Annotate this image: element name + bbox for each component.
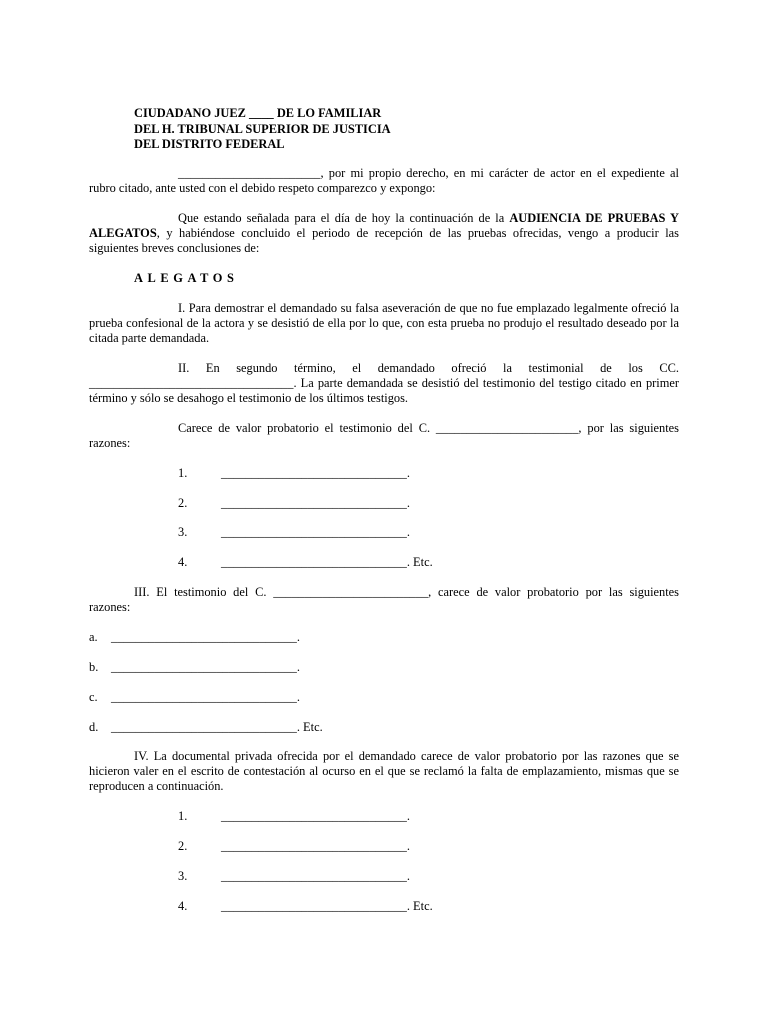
addressee-line-2: DEL H. TRIBUNAL SUPERIOR DE JUSTICIA bbox=[134, 122, 391, 136]
section-title: ALEGATOS bbox=[134, 271, 239, 285]
exposition-bold: AUDIENCIA DE PRUEBAS Y ALEGATOS bbox=[89, 211, 680, 240]
intro-line-1: _______________________, por mi propio derecho, en mi carácter de actor en el expediente al bbox=[178, 166, 679, 180]
point-4-paragraph: IV. La documental privada ofrecida por el demandado carece de valor probatorio por las razones que se hicieron valer en el escrito de contestación al ocurso en el que se reclamó la falta de emplazamiento, mismas que se reproducen a continuación. bbox=[89, 749, 679, 793]
list3-item bbox=[89, 839, 679, 854]
list2-item-blank: ______________________________. bbox=[111, 660, 300, 674]
addressee-line-1: CIUDADANO JUEZ ____ DE LO FAMILIAR bbox=[134, 106, 382, 120]
list2-item-blank: ______________________________. bbox=[111, 630, 300, 644]
list1-item-number: 4. bbox=[178, 555, 188, 569]
list1-item-number: 3. bbox=[178, 525, 188, 539]
exposition-paragraph bbox=[89, 211, 679, 256]
list3-item bbox=[89, 809, 679, 824]
list3-item-number: 1. bbox=[178, 809, 188, 823]
list2-item bbox=[89, 690, 679, 705]
list1-item bbox=[89, 555, 679, 570]
point-1-paragraph: I. Para demostrar el demandado su falsa aseveración de que no fue emplazado legalmente ofreció la prueba confesional de la actora y se desistió de ella por lo que, con esta prueba no produjo el resultado deseado por la citada parte demandada. bbox=[89, 301, 679, 345]
list2-item bbox=[89, 720, 679, 735]
list3-item bbox=[89, 869, 679, 884]
list3-item-number: 2. bbox=[178, 839, 188, 853]
intro-line-2: rubro citado, ante usted con el debido respeto comparezco y expongo: bbox=[89, 181, 436, 195]
list1-item bbox=[89, 525, 679, 540]
carece-paragraph: Carece de valor probatorio el testimonio del C. _______________________, por las siguientes razones: bbox=[89, 421, 679, 450]
list1-item-number: 2. bbox=[178, 496, 188, 510]
list3-item-blank: ______________________________. bbox=[221, 869, 410, 883]
list1-item bbox=[89, 466, 679, 481]
list1-item-blank: ______________________________. bbox=[221, 496, 410, 510]
list3-item bbox=[89, 899, 679, 914]
list1-item-blank: ______________________________. bbox=[221, 525, 410, 539]
point-2-rest: _________________________________. La parte demandada se desistió del testimonio del testigo citado en primer término y sólo se desahogo el testimonio de los últimos testigos. bbox=[89, 376, 679, 405]
list1-item-blank: ______________________________. Etc. bbox=[221, 555, 433, 569]
list3-item-blank: ______________________________. Etc. bbox=[221, 899, 433, 913]
list1-item-number: 1. bbox=[178, 466, 188, 480]
list1-item-blank: ______________________________. bbox=[221, 466, 410, 480]
list3-item-number: 4. bbox=[178, 899, 188, 913]
document-page bbox=[89, 0, 679, 1024]
list2-item-blank: ______________________________. Etc. bbox=[111, 720, 323, 734]
list2-item-letter: d. bbox=[89, 720, 99, 734]
list2-item bbox=[89, 630, 679, 645]
list2-item bbox=[89, 660, 679, 675]
exposition-pre: Que estando señalada para el día de hoy la continuación de la bbox=[178, 211, 510, 225]
addressee-line-3: DEL DISTRITO FEDERAL bbox=[134, 137, 285, 151]
list2-item-letter: a. bbox=[89, 630, 98, 644]
list3-item-blank: ______________________________. bbox=[221, 839, 410, 853]
exposition-post: , y habiéndose concluido el periodo de recepción de las pruebas ofrecidas, vengo a producir las siguientes breves conclusiones de: bbox=[89, 226, 679, 255]
list2-item-letter: c. bbox=[89, 690, 98, 704]
point-2-line-1: II. En segundo término, el demandado ofreció la testimonial de los CC. bbox=[178, 361, 679, 375]
list3-item-blank: ______________________________. bbox=[221, 809, 410, 823]
list2-item-blank: ______________________________. bbox=[111, 690, 300, 704]
list1-item bbox=[89, 496, 679, 511]
point-3-paragraph: III. El testimonio del C. _________________________, carece de valor probatorio por las siguientes razones: bbox=[89, 585, 679, 614]
list2-item-letter: b. bbox=[89, 660, 99, 674]
list3-item-number: 3. bbox=[178, 869, 188, 883]
